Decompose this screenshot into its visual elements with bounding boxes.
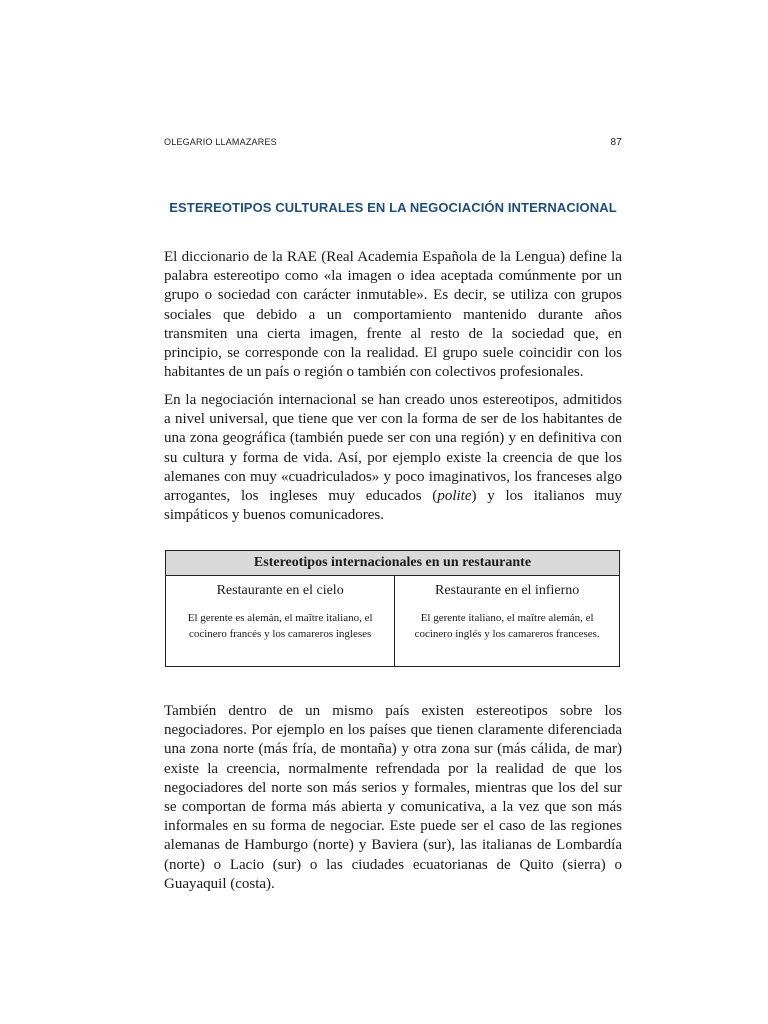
running-head <box>164 137 622 147</box>
table-heading-hell: Restaurante en el infierno <box>395 576 620 607</box>
running-head-author: OLEGARIO LLAMAZARES <box>164 137 277 147</box>
paragraph-text-part: ) y los italianos muy simpáticos y buenos comunicadores. <box>164 488 622 524</box>
page-number: 87 <box>610 137 622 148</box>
paragraph-italic-term: polite <box>437 488 472 505</box>
paragraph-regional-stereotypes: También dentro de un mismo país existen estereotipos sobre los negociadores. Por ejemplo en los países que tienen claramente diferenciada una zona norte (más fría, de montaña) y otra zona sur (más cálida, de mar) existe la creencia, normalmente refrendada por la realidad de que los negociadores del norte son más serios y formales, mientras que los del sur se comportan de forma más abierta y comunicativa, a la vez que son más informales en su forma de negociar. Este puede ser el caso de las regiones alemanas de Hamburgo (norte) y Baviera (sur), las italianas de Lombardía (norte) o Lacio (sur) o las ciudades ecuatorianas de Quito (sierra) o Guayaquil (costa). <box>164 703 622 892</box>
paragraph-text-part: En la negociación internacional se han creado unos estereotipos, admitidos a nivel universal, que tiene que ver con la forma de ser de los habitantes de una zona geográfica (también puede ser con una región) y en definitiva con su cultura y forma de vida. Así, por ejemplo existe la creencia de que los alemanes con muy «cuadriculados» y poco imaginativos, los franceses algo arrogantes, los ingleses muy educados ( <box>164 392 622 505</box>
table-cell-hell: El gerente italiano, el maître alemán, el cocinero inglés y los camareros franceses. <box>395 606 620 667</box>
paragraph-rae-definition: El diccionario de la RAE (Real Academia Española de la Lengua) define la palabra estereotipo como «la imagen o idea aceptada comúnmente por un grupo o sociedad con carácter inmutable». Es decir, se utiliza con grupos sociales que debido a un comportamiento mantenido durante años transmiten una cierta imagen, frente al resto de la sociedad que, en principio, se corresponde con la realidad. El grupo suele coincidir con los habitantes de un país o región o también con colectivos profesionales. <box>164 249 622 381</box>
section-title: ESTEREOTIPOS CULTURALES EN LA NEGOCIACIÓN INTERNACIONAL <box>169 200 617 215</box>
stereotypes-table <box>165 550 620 667</box>
table-heading-heaven: Restaurante en el cielo <box>166 576 395 607</box>
paragraph-international-stereotypes <box>164 391 622 525</box>
table-cell-heaven: El gerente es alemán, el maître italiano, el cocinero francés y los camareros ingleses <box>166 606 395 667</box>
table-title: Estereotipos internacionales en un restaurante <box>166 551 620 576</box>
